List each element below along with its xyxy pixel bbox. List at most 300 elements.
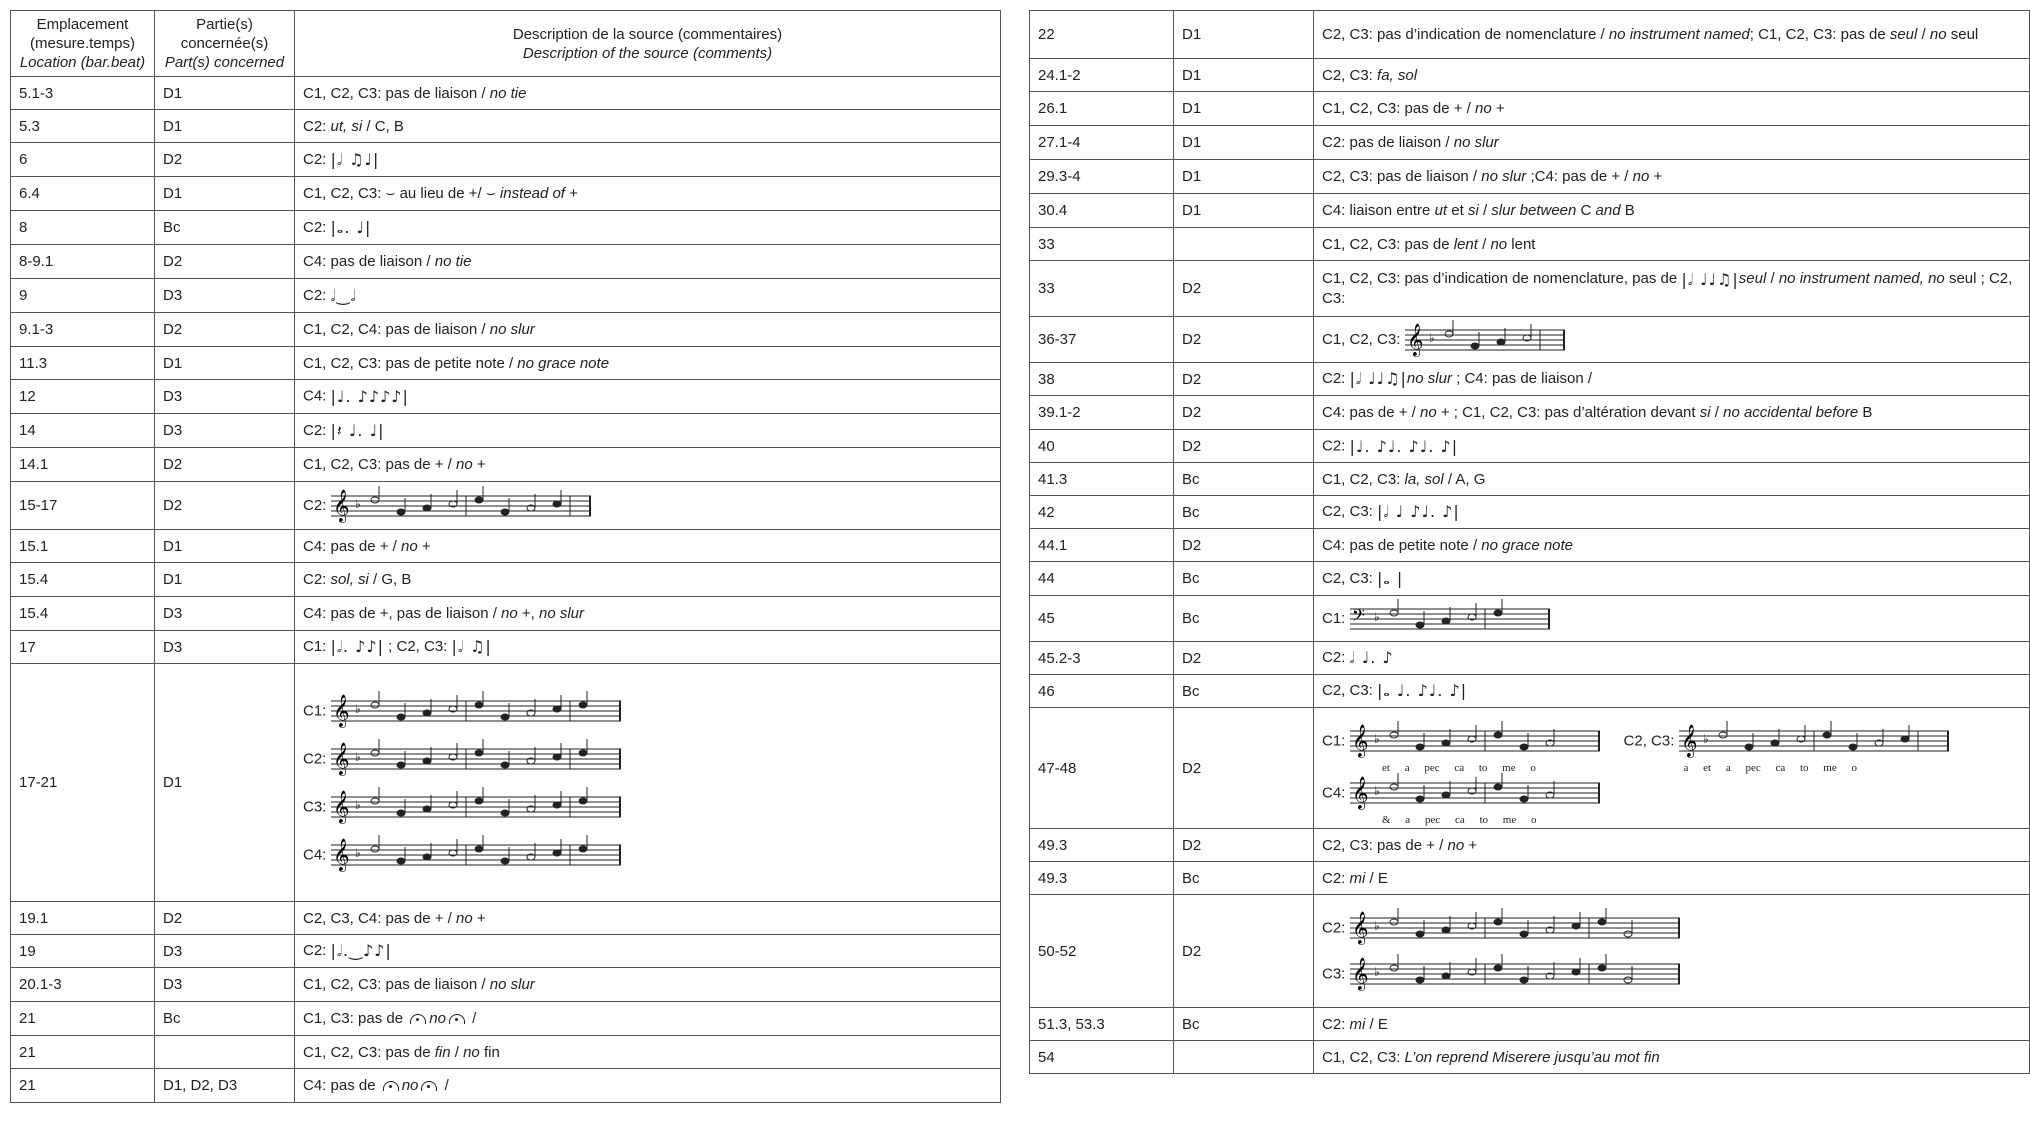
lyrics-text: et a pec ca to me o <box>1382 762 1536 774</box>
description-cell <box>295 245 1001 279</box>
description-cell <box>295 902 1001 935</box>
part-cell: D1 <box>155 347 295 380</box>
table-row <box>11 110 1001 143</box>
location-cell: 19.1 <box>11 902 155 935</box>
description-cell <box>295 279 1001 313</box>
location-cell: 36-37 <box>1030 317 1174 363</box>
table-row <box>1030 895 2030 1008</box>
table-row <box>1030 317 2030 363</box>
location-cell: 11.3 <box>11 347 155 380</box>
description-text: C4: pas de <box>303 1077 380 1094</box>
rhythm-notation: |𝅗𝅥 ♩ ♪♩. ♪| <box>1377 502 1460 521</box>
rhythm-notation: |𝅗𝅥 ♫| <box>451 637 492 656</box>
description-text: ; C2, C3: <box>383 637 452 655</box>
description-text: B <box>1858 404 1873 421</box>
description-text: C1, C2, C3: pas de petite note / <box>303 354 518 372</box>
description-text: C2: <box>1322 436 1350 454</box>
table-row <box>11 1036 1001 1069</box>
description-cell <box>295 211 1001 245</box>
rhythm-notation: |𝅗𝅥 ♩♩♫| <box>1681 269 1739 289</box>
description-cell <box>295 1036 1001 1069</box>
description-cell <box>1314 596 2030 642</box>
description-text: et <box>1447 202 1468 219</box>
location-cell: 46 <box>1030 675 1174 708</box>
description-text: C2: <box>1322 369 1350 387</box>
description-cell <box>1314 496 2030 529</box>
description-text: fin <box>479 1043 500 1061</box>
svg-text:𝄞: 𝄞 <box>332 837 350 871</box>
description-text: no <box>1490 235 1508 253</box>
description-text: fa, sol <box>1377 66 1418 84</box>
description-text: / <box>1478 202 1492 219</box>
description-cell <box>1314 895 2030 1008</box>
description-text: C1, C2, C3: <box>1322 470 1405 488</box>
description-text: / G, B <box>368 571 412 588</box>
location-cell: 54 <box>1030 1041 1174 1074</box>
description-text: C2, C3: <box>1322 66 1378 84</box>
description-text: + <box>417 537 431 555</box>
staff-label: C3: <box>1322 965 1346 983</box>
part-cell <box>155 1036 295 1069</box>
part-cell: D3 <box>155 279 295 313</box>
description-cell <box>295 143 1001 177</box>
table-row <box>1030 1008 2030 1041</box>
description-cell <box>295 380 1001 414</box>
music-staff-excerpt <box>331 737 621 781</box>
location-cell: 40 <box>1030 430 1174 463</box>
svg-text:♭: ♭ <box>354 496 361 511</box>
part-cell: D2 <box>1174 708 1314 829</box>
svg-text:♭: ♭ <box>1373 732 1380 746</box>
description-cell <box>1314 59 2030 92</box>
table-row <box>1030 228 2030 261</box>
fermata-icon <box>410 1014 426 1024</box>
part-cell: D3 <box>155 414 295 448</box>
svg-text:𝄢: 𝄢 <box>1351 604 1365 629</box>
location-cell: 9.1-3 <box>11 313 155 347</box>
description-text: C4: pas de + / <box>1322 404 1420 421</box>
part-cell: D3 <box>155 631 295 664</box>
location-cell: 21 <box>11 1069 155 1103</box>
location-cell: 14.1 <box>11 448 155 482</box>
table-row <box>11 448 1001 482</box>
location-cell: 5.3 <box>11 110 155 143</box>
description-cell <box>1314 92 2030 126</box>
description-text: slur between <box>1491 202 1577 219</box>
music-staff-excerpt <box>1679 722 1949 760</box>
location-cell: 17-21 <box>11 664 155 902</box>
location-cell: 20.1-3 <box>11 968 155 1002</box>
description-text: lent <box>1453 235 1478 253</box>
description-text: mi <box>1349 1015 1366 1033</box>
part-cell: Bc <box>155 211 295 245</box>
part-cell <box>1174 228 1314 261</box>
description-header-fr: Description de la source (commentaires) <box>512 25 783 43</box>
table-row <box>1030 92 2030 126</box>
description-text: no tie <box>434 253 472 270</box>
location-cell: 33 <box>1030 261 1174 317</box>
location-cell: 29.3-4 <box>1030 160 1174 194</box>
location-cell: 24.1-2 <box>1030 59 1174 92</box>
staff-label: C4: <box>303 846 327 863</box>
description-text: no <box>501 605 518 622</box>
table-row <box>11 245 1001 279</box>
music-staff-excerpt <box>331 487 591 525</box>
part-cell: D1 <box>1174 126 1314 160</box>
lyrics-text: a et a pec ca to me o <box>1683 762 1857 774</box>
table-row <box>11 380 1001 414</box>
description-text: no <box>456 909 473 927</box>
part-cell: D2 <box>1174 829 1314 862</box>
svg-text:♭: ♭ <box>1373 965 1380 979</box>
description-text: C1, C3: pas de <box>303 1010 408 1027</box>
part-cell: Bc <box>1174 496 1314 529</box>
location-cell: 14 <box>11 414 155 448</box>
description-text: C2, C3: pas de liaison / <box>1322 168 1482 185</box>
part-cell: D3 <box>155 968 295 1002</box>
description-text: C1: <box>303 637 331 655</box>
rhythm-notation: |𝄽 ♩. ♩| <box>330 420 385 440</box>
table-row <box>11 414 1001 448</box>
part-header-fr2: concernée(s) <box>180 35 269 52</box>
location-header <box>11 11 155 77</box>
critical-notes-table-right <box>1029 10 2030 1074</box>
description-text: seul <box>1738 270 1767 288</box>
location-cell: 15.4 <box>11 597 155 631</box>
location-cell: 42 <box>1030 496 1174 529</box>
description-cell <box>295 77 1001 110</box>
music-staff-excerpt <box>1350 907 1680 949</box>
description-text: C2, C3: pas d’indication de nomenclature / <box>1322 26 1609 43</box>
part-header <box>155 11 295 77</box>
description-cell <box>295 530 1001 563</box>
table-row <box>1030 1041 2030 1074</box>
table-row <box>1030 430 2030 463</box>
music-staff-excerpt <box>1405 321 1565 359</box>
table-row <box>1030 11 2030 59</box>
part-cell: D1 <box>155 77 295 110</box>
description-text: and <box>1595 202 1621 219</box>
music-staff-excerpt <box>1350 774 1600 812</box>
part-cell: D1 <box>155 530 295 563</box>
location-cell: 44 <box>1030 562 1174 596</box>
description-text: C2, C3: <box>1322 569 1378 587</box>
description-text: C1, C2, C4: pas de liaison / <box>303 321 490 338</box>
music-staff-excerpt <box>1350 600 1550 638</box>
description-text: no <box>456 456 473 473</box>
description-text: no slur <box>489 321 535 338</box>
svg-text:𝄞: 𝄞 <box>1351 776 1369 809</box>
description-cell <box>295 347 1001 380</box>
description-text: ;C4: pas de + / <box>1526 168 1633 185</box>
table-row <box>11 313 1001 347</box>
part-cell: D1 <box>155 110 295 143</box>
description-text: ; C1, C2, C3: pas de <box>1749 26 1890 43</box>
part-cell <box>1174 1041 1314 1074</box>
description-text: / E <box>1365 1015 1388 1033</box>
description-text: la, sol <box>1404 470 1444 488</box>
table-row <box>11 968 1001 1002</box>
description-cell <box>295 631 1001 664</box>
table-row <box>11 597 1001 631</box>
svg-text:𝄞: 𝄞 <box>1406 322 1424 356</box>
description-text: C1, C2, C3: pas de <box>303 1043 435 1061</box>
table-row <box>1030 126 2030 160</box>
description-text: no <box>401 1077 419 1094</box>
description-text: lent <box>1507 235 1536 253</box>
part-cell: D2 <box>1174 363 1314 396</box>
rhythm-notation: |♩. ♪♩. ♪♩. ♪| <box>1349 436 1459 456</box>
location-header-fr2: (mesure.temps) <box>29 35 136 52</box>
table-row <box>1030 496 2030 529</box>
description-cell <box>295 414 1001 448</box>
location-header-en: Location (bar.beat) <box>19 54 146 71</box>
table-row <box>1030 562 2030 596</box>
description-cell <box>295 448 1001 482</box>
description-cell <box>1314 642 2030 675</box>
description-text: C4: pas de + / <box>303 537 401 555</box>
location-cell: 39.1-2 <box>1030 396 1174 430</box>
description-text: no slur <box>1481 168 1527 185</box>
description-cell <box>1314 675 2030 708</box>
description-text: no <box>1632 168 1650 185</box>
description-text: C1, C2, C3: pas de liaison / <box>303 976 490 993</box>
location-cell: 49.3 <box>1030 862 1174 895</box>
description-cell <box>295 177 1001 211</box>
location-cell: 51.3, 53.3 <box>1030 1008 1174 1041</box>
description-text: no grace note <box>517 354 610 372</box>
location-header-fr: Emplacement <box>36 16 129 33</box>
table-row <box>11 530 1001 563</box>
location-cell: 17 <box>11 631 155 664</box>
description-text: sol, si <box>330 571 369 588</box>
location-cell: 44.1 <box>1030 529 1174 562</box>
svg-text:𝄞: 𝄞 <box>332 488 350 522</box>
description-text: C4: <box>303 387 331 405</box>
table-row <box>1030 862 2030 895</box>
description-cell <box>1314 126 2030 160</box>
description-text: C1, C2, C3: pas de <box>1322 235 1454 253</box>
description-text: ; C4: pas de liaison / <box>1451 369 1593 387</box>
table-row <box>1030 596 2030 642</box>
description-text: C4: pas de liaison / <box>303 253 435 270</box>
description-text: C2: <box>1322 648 1350 666</box>
svg-text:𝄞: 𝄞 <box>332 693 350 727</box>
part-cell: D1 <box>1174 160 1314 194</box>
table-row <box>1030 363 2030 396</box>
part-header-en: Part(s) concerned <box>164 54 285 71</box>
part-cell: D2 <box>155 482 295 530</box>
part-header-fr: Partie(s) <box>196 16 253 33</box>
part-cell: D1 <box>1174 59 1314 92</box>
description-cell <box>1314 261 2030 317</box>
description-cell <box>1314 396 2030 430</box>
music-staff-excerpt <box>331 785 621 829</box>
description-text: no slur <box>1406 369 1452 387</box>
part-cell: D1 <box>155 177 295 211</box>
svg-text:𝄞: 𝄞 <box>332 789 350 823</box>
lyrics-text: & a pec ca to me o <box>1382 814 1537 826</box>
description-text: no slur <box>539 605 585 622</box>
part-cell: Bc <box>1174 1008 1314 1041</box>
description-text: / <box>450 1043 464 1061</box>
description-cell <box>295 968 1001 1002</box>
description-text: C2, C3: pas de + / <box>1322 836 1448 854</box>
description-text: + <box>472 456 486 473</box>
description-cell <box>295 563 1001 597</box>
part-cell: D1 <box>1174 11 1314 59</box>
location-cell: 47-48 <box>1030 708 1174 829</box>
part-cell: Bc <box>155 1002 295 1036</box>
description-text: / E <box>1365 869 1388 887</box>
svg-text:𝄞: 𝄞 <box>1680 724 1698 757</box>
description-text: C2: <box>303 496 331 514</box>
location-cell: 19 <box>11 935 155 968</box>
description-cell <box>1314 194 2030 228</box>
music-staff-excerpt <box>331 689 621 733</box>
location-cell: 50-52 <box>1030 895 1174 1008</box>
description-text: / <box>467 1010 477 1027</box>
staff-label: C1: <box>303 702 327 719</box>
description-text: no tie <box>489 84 527 102</box>
location-cell: 12 <box>11 380 155 414</box>
description-cell <box>1314 11 2030 59</box>
description-cell <box>1314 862 2030 895</box>
svg-text:𝄞: 𝄞 <box>1351 724 1369 757</box>
description-text: / <box>1917 26 1930 43</box>
rhythm-notation: |𝅗𝅥.‿♪♪| <box>330 941 392 960</box>
table-row <box>11 482 1001 530</box>
svg-text:♭: ♭ <box>1373 919 1380 933</box>
description-text: C2, C3: <box>1322 681 1378 699</box>
description-text: C1, C2, C3: <box>1322 1048 1405 1066</box>
part-cell: D2 <box>155 902 295 935</box>
description-text: no accidental before <box>1723 404 1859 421</box>
description-text: si <box>1467 202 1479 219</box>
table-row <box>1030 160 2030 194</box>
description-text: ut, si <box>330 117 363 135</box>
table-row <box>1030 396 2030 430</box>
description-text: fin <box>434 1043 451 1061</box>
svg-text:𝄞: 𝄞 <box>332 741 350 775</box>
location-cell: 26.1 <box>1030 92 1174 126</box>
location-cell: 21 <box>11 1036 155 1069</box>
part-cell: D2 <box>155 313 295 347</box>
table-row <box>11 563 1001 597</box>
part-cell: Bc <box>1174 675 1314 708</box>
description-text: C2: <box>303 150 331 168</box>
location-cell: 5.1-3 <box>11 77 155 110</box>
table-row <box>1030 642 2030 675</box>
description-text: no <box>1929 26 1947 43</box>
part-cell: D3 <box>155 597 295 631</box>
svg-text:𝄞: 𝄞 <box>1351 957 1369 990</box>
description-text: C2: <box>303 421 331 439</box>
description-text: C2: <box>303 941 331 959</box>
description-text: si <box>1699 404 1711 421</box>
description-text: C1, C2, C3: pas de + / <box>1322 100 1475 117</box>
svg-text:♭: ♭ <box>354 797 361 812</box>
description-cell <box>1314 708 2030 829</box>
description-header-en: Description of the source (comments) <box>522 44 773 62</box>
part-cell: D2 <box>1174 261 1314 317</box>
part-cell: D2 <box>155 143 295 177</box>
description-text: / C, B <box>362 117 404 135</box>
description-cell <box>1314 1008 2030 1041</box>
description-text: + <box>1464 836 1478 854</box>
description-cell <box>295 482 1001 530</box>
table-row <box>1030 529 2030 562</box>
description-cell <box>1314 363 2030 396</box>
music-staff-excerpt <box>1350 953 1680 995</box>
description-cell <box>1314 829 2030 862</box>
description-text: no <box>1447 836 1465 854</box>
part-cell: Bc <box>1174 862 1314 895</box>
description-text: C2: <box>1322 869 1350 887</box>
part-cell: D2 <box>1174 529 1314 562</box>
table-row <box>1030 675 2030 708</box>
description-text: + ; C1, C2, C3: pas d’altération devant <box>1436 404 1700 421</box>
rhythm-notation: |𝅗𝅥 ♩♩♫| <box>1349 369 1407 388</box>
table-row <box>1030 708 2030 829</box>
description-text: + <box>1649 168 1663 185</box>
description-text: C <box>1576 202 1596 219</box>
staff-label: C4: <box>1322 784 1350 802</box>
description-text: C4: pas de +, pas de liaison / <box>303 605 502 622</box>
music-staff-excerpt <box>1350 722 1600 760</box>
description-text: no <box>1475 100 1492 117</box>
table-row <box>11 347 1001 380</box>
table-row <box>11 631 1001 664</box>
staff-label: C2: <box>1322 919 1346 937</box>
rhythm-notation: |♩. ♪♪♪♪| <box>330 387 409 406</box>
part-cell: D3 <box>155 380 295 414</box>
description-text: mi <box>1349 869 1366 887</box>
rhythm-notation: |𝅗𝅥. ♪♪| <box>330 637 384 656</box>
description-text: seul <box>1946 26 1979 43</box>
svg-text:♭: ♭ <box>1373 784 1380 798</box>
location-cell: 9 <box>11 279 155 313</box>
description-text: + <box>564 185 578 202</box>
location-cell: 22 <box>1030 11 1174 59</box>
description-cell <box>1314 228 2030 261</box>
rhythm-notation: |𝅝 | <box>1377 568 1404 588</box>
description-text: / <box>1477 235 1491 253</box>
description-cell <box>1314 430 2030 463</box>
part-cell: D2 <box>1174 317 1314 363</box>
description-text: seul <box>1889 26 1918 43</box>
location-cell: 41.3 <box>1030 463 1174 496</box>
location-cell: 45.2-3 <box>1030 642 1174 675</box>
description-text: C1, C2, C3: ⌣ au lieu de +/ ⌣ <box>303 185 500 202</box>
description-cell <box>295 110 1001 143</box>
table-row <box>11 279 1001 313</box>
staff-label: C3: <box>303 798 327 815</box>
rhythm-notation: 𝅗𝅥‿𝅗𝅥 <box>330 285 357 305</box>
description-cell <box>295 1069 1001 1103</box>
location-cell: 33 <box>1030 228 1174 261</box>
music-staff-excerpt <box>331 833 621 877</box>
description-text: C2, C3: <box>1322 502 1378 520</box>
part-cell: Bc <box>1174 463 1314 496</box>
description-text: C2: pas de liaison / <box>1322 134 1454 151</box>
part-cell: D2 <box>155 448 295 482</box>
table-row <box>11 664 1001 902</box>
description-text: C1, C2, C3: <box>1322 330 1405 348</box>
table-row <box>1030 261 2030 317</box>
description-text: no <box>400 537 418 555</box>
description-text: C4: pas de petite note / <box>1322 536 1482 554</box>
